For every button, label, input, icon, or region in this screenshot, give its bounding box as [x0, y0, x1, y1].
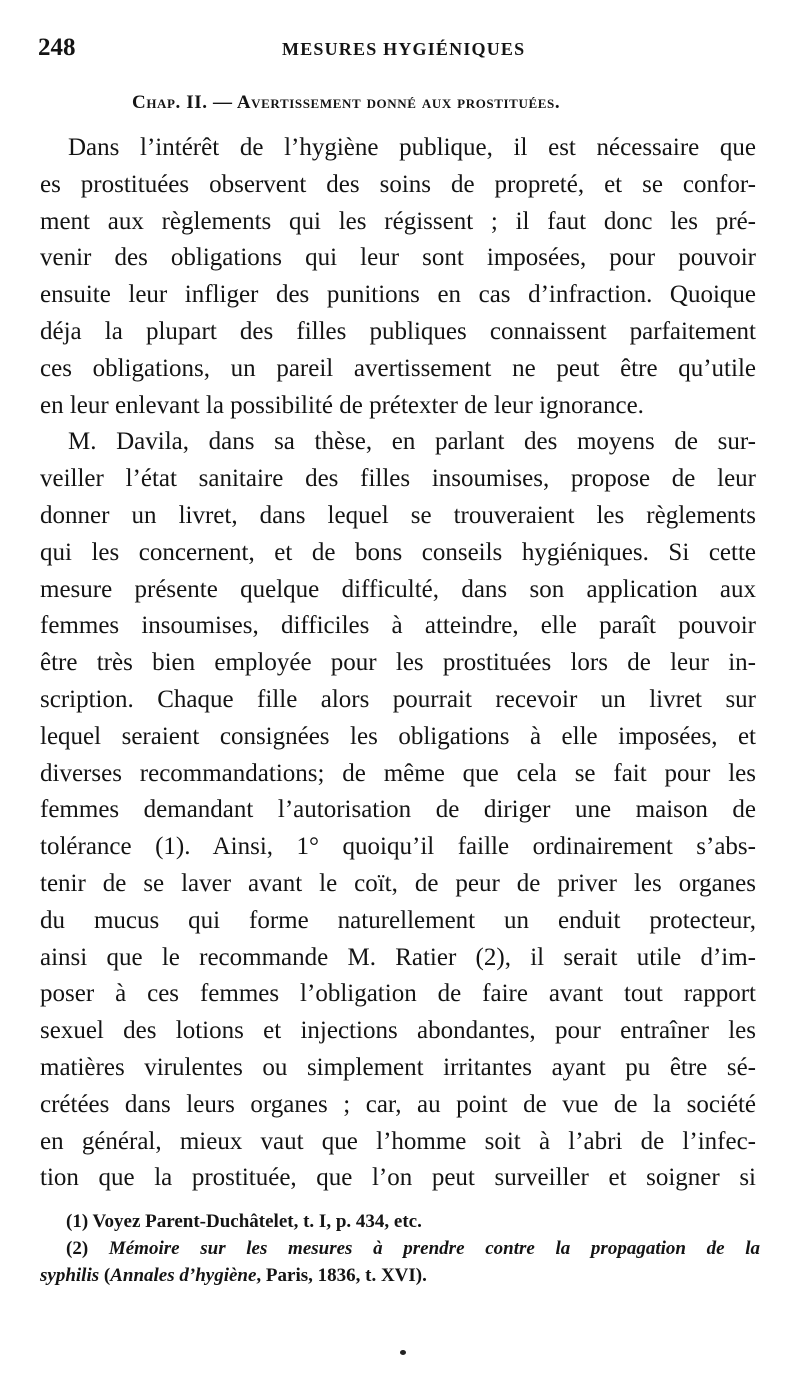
text-line: tenir de se laver avant le coït, de peur de priver les organes [40, 869, 756, 897]
text-line: ces obligations, un pareil avertissement ne peut être qu’utile [40, 354, 756, 382]
footnote-2-title-end: syphilis [40, 1265, 100, 1286]
text-line: mesure présente quelque difficulté, dans son application aux [40, 575, 756, 603]
footnote-2-citation: , Paris, 1836, t. XVI). [256, 1265, 427, 1286]
running-title: MESURES HYGIÉNIQUES [282, 39, 526, 59]
body-text [40, 130, 756, 1197]
text-line: du mucus qui forme naturellement un enduit protecteur, [40, 906, 756, 934]
text-line: ensuite leur infliger des punitions en cas d’infraction. Quoique [40, 281, 756, 309]
text-line: venir des obligations qui leur sont imposées, pour pouvoir [40, 244, 756, 272]
text-line: M. Davila, dans sa thèse, en parlant des moyens de sur- [68, 428, 756, 456]
chapter-heading: Chap. II. — Avertissement donné aux prostituées. [132, 92, 561, 113]
text-line: en leur enlevant la possibilité de prétexter de leur ignorance. [40, 391, 644, 419]
text-line: es prostituées observent des soins de propreté, et se confor- [40, 170, 756, 198]
footnote-2-paren: ( [99, 1265, 111, 1286]
text-line: femmes demandant l’autorisation de diriger une maison de [40, 796, 756, 824]
text-line: veiller l’état sanitaire des filles insoumises, propose de leur [40, 465, 756, 493]
text-line: tolérance (1). Ainsi, 1° quoiqu’il faille ordinairement s’abs- [40, 833, 756, 861]
running-head [38, 34, 760, 74]
text-line: déja la plupart des filles publiques connaissent parfaitement [40, 317, 756, 345]
text-line: femmes insoumises, difficiles à atteindre, elle paraît pouvoir [40, 612, 756, 640]
footnote-2-marker: (2) [66, 1238, 89, 1259]
text-line: lequel seraient consignées les obligations à elle imposées, et [40, 722, 756, 750]
page-number: 248 [38, 34, 76, 61]
footnote-2-journal: Annales d’hygiène [110, 1265, 257, 1286]
text-line: ment aux règlements qui les régissent ; il faut donc les pré- [40, 207, 756, 235]
text-line: crétées dans leurs organes ; car, au point de vue de la société [40, 1090, 756, 1118]
text-line: sexuel des lotions et injections abondantes, pour entraîner les [40, 1017, 756, 1045]
footnote-2-line-1 [40, 1235, 760, 1262]
footnote-2-line-2 [40, 1262, 760, 1289]
text-line: donner un livret, dans lequel se trouveraient les règlements [40, 501, 756, 529]
text-line: ainsi que le recommande M. Ratier (2), il serait utile d’im- [40, 943, 756, 971]
footnote-1: (1) Voyez Parent-Duchâtelet, t. I, p. 434, etc. [66, 1211, 422, 1232]
text-line: Dans l’intérêt de l’hygiène publique, il est nécessaire que [68, 134, 756, 161]
text-line: qui les concernent, et de bons conseils hygiéniques. Si cette [40, 538, 756, 566]
text-line: matières virulentes ou simplement irritantes ayant pu être sé- [40, 1053, 756, 1081]
footnote-2-title: Mémoire sur les mesures à prendre contre la propagation de la [108, 1238, 761, 1259]
ink-speck [400, 1350, 406, 1355]
text-line: tion que la prostituée, que l’on peut surveiller et soigner si [40, 1164, 756, 1192]
text-line: être très bien employée pour les prostituées lors de leur in- [40, 649, 756, 677]
text-line: en général, mieux vaut que l’homme soit à l’abri de l’infec- [40, 1127, 756, 1155]
text-line: poser à ces femmes l’obligation de faire avant tout rapport [40, 980, 756, 1008]
text-line: diverses recommandations; de même que cela se fait pour les [40, 759, 756, 787]
footnotes [40, 1208, 760, 1289]
text-line: scription. Chaque fille alors pourrait recevoir un livret sur [40, 685, 756, 713]
